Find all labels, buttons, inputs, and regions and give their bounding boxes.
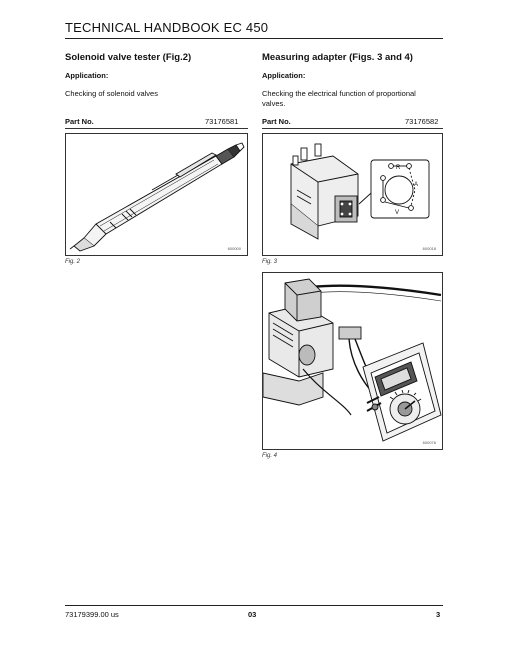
figure-3-code: 600018 [422,246,436,251]
adapter-label-r: R [396,165,401,171]
figure-4-code: 600076 [422,440,436,445]
figure-4-box [262,272,443,450]
left-application-label: Application: [65,71,109,80]
left-part-rule [65,128,248,129]
adapter-label-a: A [414,182,419,188]
left-part-label: Part No. [65,117,94,126]
document-title: TECHNICAL HANDBOOK EC 450 [65,20,269,35]
right-application-label: Application: [262,71,306,80]
footer-page-number: 3 [436,610,441,619]
footer-section: 03 [248,610,257,619]
right-section-title: Measuring adapter (Figs. 3 and 4) [262,52,413,63]
header-rule [65,38,443,39]
figure-3-box [262,133,443,256]
left-part-number: 73176581 [205,117,239,126]
measuring-adapter-illustration [263,134,442,255]
multimeter-test-illustration [263,273,442,449]
adapter-label-v: V [395,210,400,216]
footer-document-number: 73179399.00 us [65,610,119,619]
figure-2-box [65,133,248,256]
left-application-text: Checking of solenoid valves [65,89,158,98]
footer-rule [65,605,443,606]
right-application-text-2: valves. [262,99,286,108]
figure-2-caption: Fig. 2 [65,259,81,265]
solenoid-tester-illustration [66,134,247,255]
right-part-label: Part No. [262,117,291,126]
figure-2-code: 600000 [227,246,241,251]
right-application-text-1: Checking the electrical function of proportional [262,89,416,98]
figure-3-caption: Fig. 3 [262,259,278,265]
right-part-rule [262,128,443,129]
left-section-title: Solenoid valve tester (Fig.2) [65,52,192,63]
right-part-number: 73176582 [405,117,439,126]
figure-4-caption: Fig. 4 [262,453,278,459]
